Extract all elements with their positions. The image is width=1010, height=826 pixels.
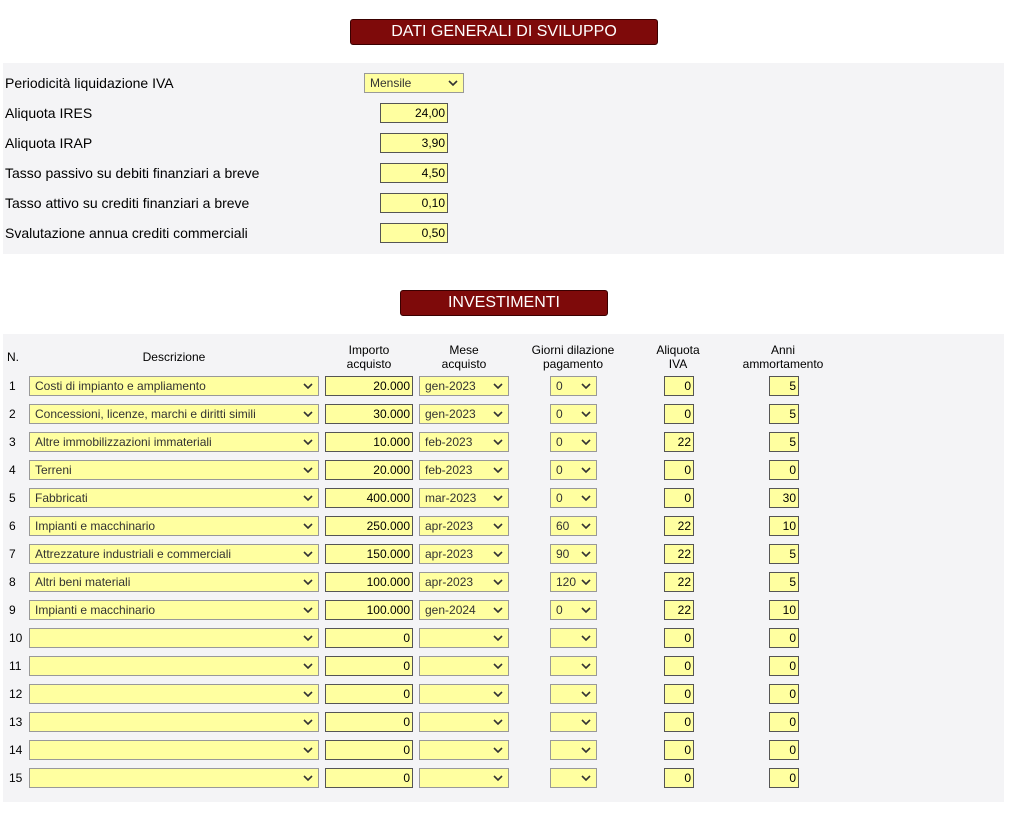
importo-input[interactable]: 100.000 xyxy=(325,572,413,592)
aliquota-iva-input[interactable]: 0 xyxy=(664,488,694,508)
aliquota-iva-input[interactable]: 22 xyxy=(664,600,694,620)
mese-select[interactable]: gen-2023 xyxy=(419,376,509,396)
anni-ammortamento-input[interactable]: 10 xyxy=(769,516,799,536)
chevron-down-icon xyxy=(492,490,504,506)
row-number: 6 xyxy=(9,519,16,533)
chevron-down-icon xyxy=(492,714,504,730)
table-row xyxy=(3,684,1004,704)
descrizione-select[interactable]: Altre immobilizzazioni immateriali xyxy=(29,432,319,452)
table-row xyxy=(3,544,1004,564)
anni-ammortamento-input[interactable]: 30 xyxy=(769,488,799,508)
row-number: 1 xyxy=(9,379,16,393)
chevron-down-icon xyxy=(492,518,504,534)
table-row xyxy=(3,376,1004,396)
mese-select[interactable]: feb-2023 xyxy=(419,460,509,480)
chevron-down-icon xyxy=(302,490,314,506)
descrizione-select[interactable]: Impianti e macchinario xyxy=(29,516,319,536)
chevron-down-icon xyxy=(492,602,504,618)
chevron-down-icon xyxy=(580,770,592,786)
row-number: 14 xyxy=(9,743,23,757)
aliquota-iva-input[interactable]: 0 xyxy=(664,656,694,676)
anni-ammortamento-input[interactable]: 10 xyxy=(769,600,799,620)
chevron-down-icon xyxy=(492,574,504,590)
row-number: 2 xyxy=(9,407,16,421)
chevron-down-icon xyxy=(302,378,314,394)
anni-ammortamento-input[interactable]: 0 xyxy=(769,628,799,648)
row-number: 10 xyxy=(9,631,23,645)
aliquota-iva-input[interactable]: 0 xyxy=(664,376,694,396)
descrizione-select[interactable] xyxy=(29,684,319,704)
table-row xyxy=(3,628,1004,648)
mese-select[interactable]: apr-2023 xyxy=(419,544,509,564)
descrizione-select[interactable] xyxy=(29,628,319,648)
anni-ammortamento-input[interactable]: 5 xyxy=(769,376,799,396)
header-aliquota: Aliquota IVA xyxy=(656,343,700,371)
header-n: N. xyxy=(7,350,19,364)
chevron-down-icon xyxy=(302,714,314,730)
chevron-down-icon xyxy=(580,434,592,450)
descrizione-select[interactable] xyxy=(29,656,319,676)
aliquota-iva-input[interactable]: 22 xyxy=(664,572,694,592)
mese-select[interactable] xyxy=(419,656,509,676)
giorni-select[interactable]: 0 xyxy=(550,488,597,508)
anni-ammortamento-input[interactable]: 0 xyxy=(769,656,799,676)
giorni-select[interactable]: 0 xyxy=(550,404,597,424)
header-importo: Importo acquisto xyxy=(346,343,392,371)
mese-select[interactable] xyxy=(419,740,509,760)
importo-input[interactable]: 0 xyxy=(325,656,413,676)
importo-input[interactable]: 0 xyxy=(325,768,413,788)
general-section-title: DATI GENERALI DI SVILUPPO xyxy=(350,19,658,45)
table-row xyxy=(3,432,1004,452)
giorni-select[interactable] xyxy=(550,740,597,760)
importo-input[interactable]: 0 xyxy=(325,740,413,760)
importo-input[interactable]: 20.000 xyxy=(325,376,413,396)
irap-input[interactable]: 3,90 xyxy=(380,133,448,153)
chevron-down-icon xyxy=(580,518,592,534)
importo-input[interactable]: 0 xyxy=(325,684,413,704)
chevron-down-icon xyxy=(580,630,592,646)
chevron-down-icon xyxy=(580,490,592,506)
importo-input[interactable]: 20.000 xyxy=(325,460,413,480)
ires-label: Aliquota IRES xyxy=(5,105,93,121)
giorni-select[interactable]: 120 xyxy=(550,572,597,592)
chevron-down-icon xyxy=(492,406,504,422)
chevron-down-icon xyxy=(580,462,592,478)
giorni-select[interactable] xyxy=(550,656,597,676)
chevron-down-icon xyxy=(302,658,314,674)
chevron-down-icon xyxy=(302,574,314,590)
giorni-select[interactable]: 90 xyxy=(550,544,597,564)
chevron-down-icon xyxy=(492,378,504,394)
chevron-down-icon xyxy=(302,630,314,646)
aliquota-iva-input[interactable]: 0 xyxy=(664,628,694,648)
tasso-attivo-input[interactable]: 0,10 xyxy=(380,193,448,213)
giorni-select[interactable] xyxy=(550,684,597,704)
aliquota-iva-input[interactable]: 0 xyxy=(664,460,694,480)
row-number: 7 xyxy=(9,547,16,561)
chevron-down-icon xyxy=(580,574,592,590)
descrizione-select[interactable] xyxy=(29,768,319,788)
chevron-down-icon xyxy=(580,686,592,702)
iva-period-label: Periodicità liquidazione IVA xyxy=(5,75,174,91)
investments-panel xyxy=(3,334,1004,802)
mese-select[interactable]: feb-2023 xyxy=(419,432,509,452)
mese-select[interactable]: apr-2023 xyxy=(419,516,509,536)
mese-select[interactable] xyxy=(419,712,509,732)
anni-ammortamento-input[interactable]: 0 xyxy=(769,460,799,480)
irap-label: Aliquota IRAP xyxy=(5,135,93,151)
anni-ammortamento-input[interactable]: 0 xyxy=(769,684,799,704)
ires-input[interactable]: 24,00 xyxy=(380,103,448,123)
tasso-passivo-input[interactable]: 4,50 xyxy=(380,163,448,183)
giorni-select[interactable]: 0 xyxy=(550,460,597,480)
chevron-down-icon xyxy=(580,602,592,618)
descrizione-select[interactable]: Terreni xyxy=(29,460,319,480)
mese-select[interactable]: gen-2024 xyxy=(419,600,509,620)
table-row xyxy=(3,768,1004,788)
chevron-down-icon xyxy=(302,546,314,562)
general-panel xyxy=(3,63,1004,254)
header-anni: Anni ammortamento xyxy=(742,343,824,371)
descrizione-select[interactable]: Concessioni, licenze, marchi e diritti simili xyxy=(29,404,319,424)
anni-ammortamento-input[interactable]: 0 xyxy=(769,740,799,760)
anni-ammortamento-input[interactable]: 5 xyxy=(769,432,799,452)
mese-select[interactable] xyxy=(419,628,509,648)
giorni-select[interactable]: 0 xyxy=(550,432,597,452)
descrizione-select[interactable]: Attrezzature industriali e commerciali xyxy=(29,544,319,564)
row-number: 8 xyxy=(9,575,16,589)
chevron-down-icon xyxy=(302,742,314,758)
chevron-down-icon xyxy=(492,630,504,646)
aliquota-iva-input[interactable]: 0 xyxy=(664,404,694,424)
giorni-select[interactable]: 0 xyxy=(550,376,597,396)
aliquota-iva-input[interactable]: 0 xyxy=(664,740,694,760)
mese-select[interactable] xyxy=(419,768,509,788)
table-row xyxy=(3,600,1004,620)
tasso-passivo-label: Tasso passivo su debiti finanziari a breve xyxy=(5,165,260,181)
row-number: 9 xyxy=(9,603,16,617)
table-row xyxy=(3,656,1004,676)
chevron-down-icon xyxy=(580,406,592,422)
chevron-down-icon xyxy=(302,770,314,786)
table-row xyxy=(3,572,1004,592)
anni-ammortamento-input[interactable]: 5 xyxy=(769,544,799,564)
descrizione-select[interactable] xyxy=(29,712,319,732)
importo-input[interactable]: 0 xyxy=(325,628,413,648)
chevron-down-icon xyxy=(580,742,592,758)
aliquota-iva-input[interactable]: 0 xyxy=(664,768,694,788)
anni-ammortamento-input[interactable]: 0 xyxy=(769,768,799,788)
mese-select[interactable]: apr-2023 xyxy=(419,572,509,592)
importo-input[interactable]: 400.000 xyxy=(325,488,413,508)
chevron-down-icon xyxy=(492,770,504,786)
importo-input[interactable]: 250.000 xyxy=(325,516,413,536)
row-number: 5 xyxy=(9,491,16,505)
mese-select[interactable] xyxy=(419,684,509,704)
chevron-down-icon xyxy=(447,75,459,91)
header-descrizione: Descrizione xyxy=(142,350,206,364)
svalutazione-input[interactable]: 0,50 xyxy=(380,223,448,243)
mese-select[interactable]: mar-2023 xyxy=(419,488,509,508)
descrizione-select[interactable]: Altri beni materiali xyxy=(29,572,319,592)
descrizione-select[interactable]: Impianti e macchinario xyxy=(29,600,319,620)
row-number: 15 xyxy=(9,771,23,785)
descrizione-select[interactable] xyxy=(29,740,319,760)
importo-input[interactable]: 0 xyxy=(325,712,413,732)
aliquota-iva-input[interactable]: 22 xyxy=(664,432,694,452)
importo-input[interactable]: 150.000 xyxy=(325,544,413,564)
descrizione-select[interactable]: Fabbricati xyxy=(29,488,319,508)
chevron-down-icon xyxy=(492,686,504,702)
importo-input[interactable]: 30.000 xyxy=(325,404,413,424)
table-row xyxy=(3,740,1004,760)
giorni-select[interactable] xyxy=(550,768,597,788)
chevron-down-icon xyxy=(492,546,504,562)
chevron-down-icon xyxy=(492,742,504,758)
row-number: 3 xyxy=(9,435,16,449)
chevron-down-icon xyxy=(302,462,314,478)
aliquota-iva-input[interactable]: 0 xyxy=(664,712,694,732)
tasso-attivo-label: Tasso attivo su crediti finanziari a breve xyxy=(5,195,250,211)
importo-input[interactable]: 100.000 xyxy=(325,600,413,620)
mese-select[interactable]: gen-2023 xyxy=(419,404,509,424)
giorni-select[interactable]: 0 xyxy=(550,600,597,620)
iva-period-select[interactable]: Mensile xyxy=(364,73,464,93)
table-row xyxy=(3,488,1004,508)
chevron-down-icon xyxy=(580,714,592,730)
chevron-down-icon xyxy=(302,518,314,534)
chevron-down-icon xyxy=(580,378,592,394)
anni-ammortamento-input[interactable]: 5 xyxy=(769,404,799,424)
chevron-down-icon xyxy=(492,462,504,478)
anni-ammortamento-input[interactable]: 5 xyxy=(769,572,799,592)
descrizione-select[interactable]: Costi di impianto e ampliamento xyxy=(29,376,319,396)
aliquota-iva-input[interactable]: 22 xyxy=(664,544,694,564)
anni-ammortamento-input[interactable]: 0 xyxy=(769,712,799,732)
chevron-down-icon xyxy=(302,686,314,702)
giorni-select[interactable] xyxy=(550,628,597,648)
table-row xyxy=(3,712,1004,732)
header-mese: Mese acquisto xyxy=(441,343,487,371)
chevron-down-icon xyxy=(492,434,504,450)
table-row xyxy=(3,460,1004,480)
giorni-select[interactable] xyxy=(550,712,597,732)
chevron-down-icon xyxy=(492,658,504,674)
chevron-down-icon xyxy=(302,434,314,450)
chevron-down-icon xyxy=(302,406,314,422)
importo-input[interactable]: 10.000 xyxy=(325,432,413,452)
table-row xyxy=(3,404,1004,424)
svalutazione-label: Svalutazione annua crediti commerciali xyxy=(5,225,248,241)
chevron-down-icon xyxy=(580,658,592,674)
aliquota-iva-input[interactable]: 22 xyxy=(664,516,694,536)
chevron-down-icon xyxy=(302,602,314,618)
row-number: 4 xyxy=(9,463,16,477)
row-number: 13 xyxy=(9,715,23,729)
table-row xyxy=(3,516,1004,536)
row-number: 12 xyxy=(9,687,23,701)
giorni-select[interactable]: 60 xyxy=(550,516,597,536)
aliquota-iva-input[interactable]: 0 xyxy=(664,684,694,704)
header-giorni: Giorni dilazione pagamento xyxy=(531,343,615,371)
row-number: 11 xyxy=(9,659,22,673)
chevron-down-icon xyxy=(580,546,592,562)
investments-section-title: INVESTIMENTI xyxy=(400,290,608,316)
